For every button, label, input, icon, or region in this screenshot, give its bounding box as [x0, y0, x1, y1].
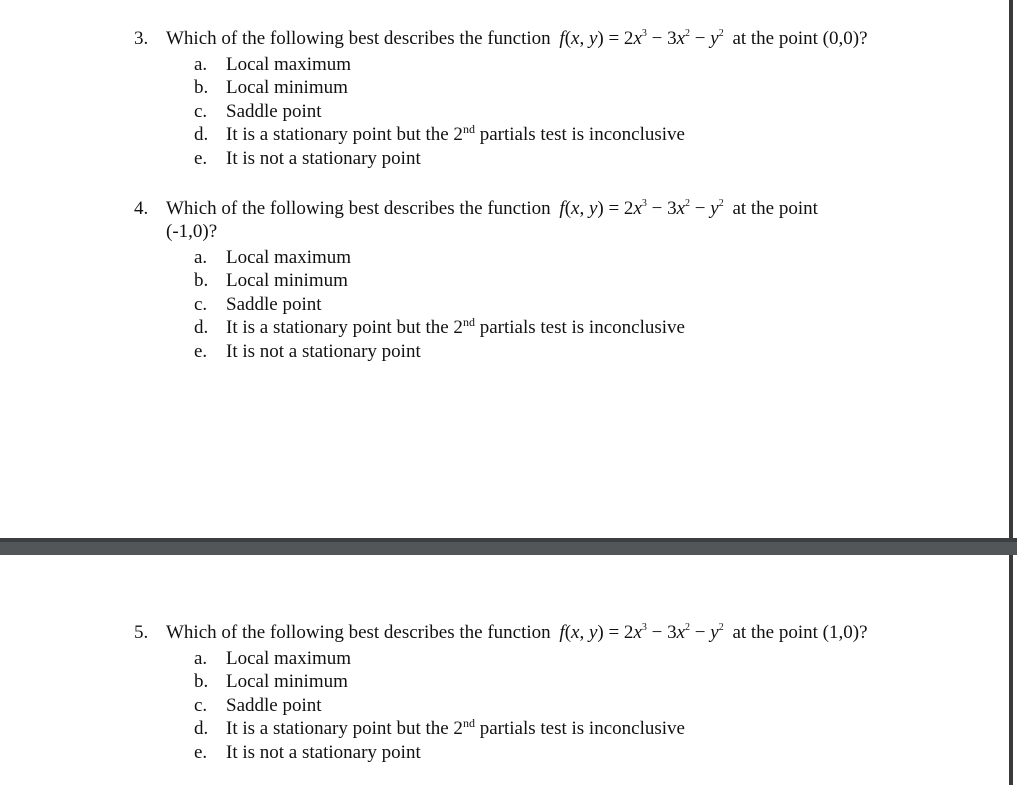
options-list	[134, 53, 994, 170]
option-e: e. It is not a stationary point	[194, 147, 421, 169]
option-c: c. Saddle point	[194, 100, 322, 122]
question-suffix: at the point (1,0)?	[732, 622, 868, 643]
option-e: e. It is not a stationary point	[194, 741, 421, 763]
question-prefix: Which of the following best describes the function	[166, 28, 551, 49]
option-c: c. Saddle point	[194, 694, 322, 716]
question-number: 5.	[134, 622, 149, 643]
options-list	[134, 647, 994, 764]
question-suffix: at the point (0,0)?	[732, 28, 868, 49]
option-a: a. Local maximum	[194, 247, 352, 268]
question-3	[134, 27, 994, 170]
option-b: b. Local minimum	[194, 270, 348, 292]
page-separator-shadow	[0, 538, 1017, 542]
option-e: e. It is not a stationary point	[194, 340, 421, 362]
options-list	[134, 246, 994, 363]
question-4	[134, 197, 994, 363]
question-prefix: Which of the following best describes the function	[166, 198, 551, 219]
function-formula: f(x, $y) = 2x^3 - 3x^2 - y^2$	[559, 28, 724, 49]
option-c: c. Saddle point	[194, 293, 322, 315]
option-a: a. Local maximum	[194, 54, 352, 75]
question-number: 3.	[134, 28, 149, 49]
question-3-stem	[134, 27, 994, 50]
question-4-stem	[134, 197, 994, 220]
question-number: 4.	[134, 198, 149, 219]
question-suffix: at the point	[732, 198, 818, 219]
option-a: a. Local maximum	[194, 648, 352, 669]
question-4-continuation: (-1,0)?	[166, 221, 218, 242]
question-5	[134, 621, 994, 764]
option-d: d. It is a stationary point but the 2nd partials test is inconclusive	[194, 716, 685, 740]
function-formula: f(x, $y) = 2x^3 - 3x^2 - y^2$	[559, 622, 724, 643]
question-prefix: Which of the following best describes the function	[166, 622, 551, 643]
option-d: d. It is a stationary point but the 2nd partials test is inconclusive	[194, 315, 685, 339]
question-5-stem	[134, 621, 994, 644]
document-page-2	[0, 555, 1013, 785]
option-d: d. It is a stationary point but the 2nd partials test is inconclusive	[194, 122, 685, 146]
function-formula: f(x, $y) = 2x^3 - 3x^2 - y^2$	[559, 198, 724, 219]
option-b: b. Local minimum	[194, 671, 348, 693]
option-b: b. Local minimum	[194, 77, 348, 99]
